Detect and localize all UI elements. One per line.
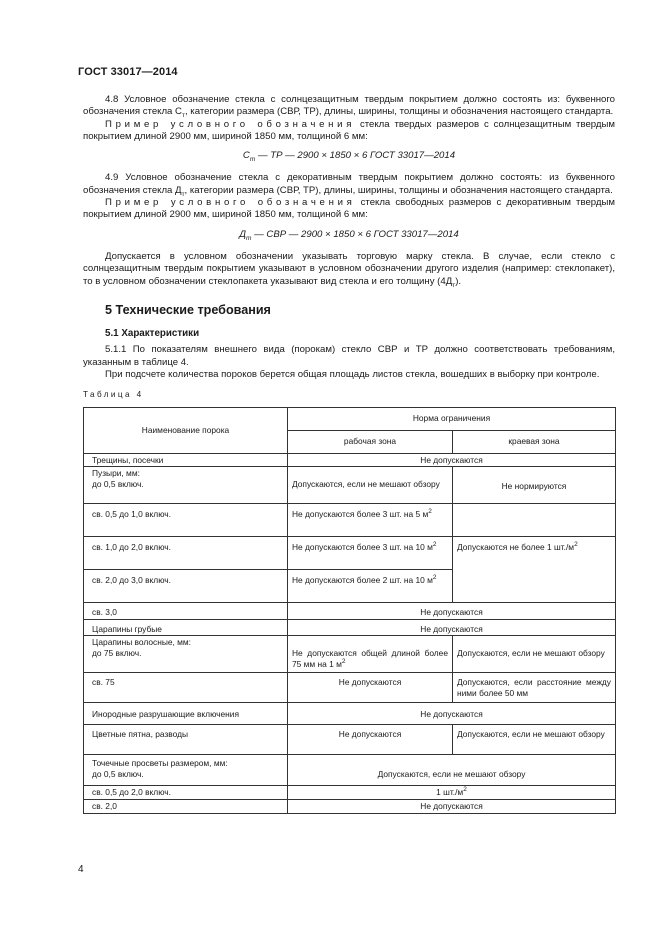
defect-norm-edge: Допускаются, если расстояние между ними более 50 мм: [453, 673, 616, 703]
table-row: [84, 725, 616, 755]
defect-name: Царапины волосные, мм: до 75 включ.: [84, 636, 288, 673]
table-row: [84, 504, 616, 537]
paragraph-trademark: Допускается в условном обозначении указывать торговую марку стекла. В случае, если стекло с солнцезащитным твердым покрытием указывают в условном обозначении другого изделия (например: стеклопакет), то в условном обозначении стеклопакета указывают вид стекла и его толщину $(4Д_т)$.: [83, 250, 615, 289]
example-1: Пример условного обозначения стекла твердых размеров с солнцезащитным твердым покрытием длиной 2900 мм, шириной 1850 мм, толщиной 6 мм:: [83, 118, 615, 142]
defect-norm-work: Не допускаются общей длиной более 75 мм на 1 $м^2$: [288, 636, 453, 673]
col-header-work-zone: рабочая зона: [288, 430, 453, 453]
defect-name: св. 0,5 до 2,0 включ.: [84, 786, 288, 800]
table-caption: Таблица 4: [83, 390, 144, 400]
section-5-1-heading: 5.1 Характеристики: [105, 328, 200, 340]
defect-norm-work: Не допускаются более 3 шт. на 10 $м^2$: [288, 537, 453, 570]
defect-norm: Не допускаются: [288, 703, 616, 725]
table-row: [84, 619, 616, 636]
defect-norm: Не допускаются: [288, 603, 616, 620]
defect-norm: Не допускаются: [288, 619, 616, 636]
defect-name: Пузыри, мм: до 0,5 включ.: [84, 467, 288, 504]
table-row: [84, 703, 616, 725]
table-row: [84, 603, 616, 620]
section-5-heading: 5 Технические требования: [105, 302, 271, 317]
table-row: [84, 537, 616, 570]
defect-norm-edge: Допускаются, если не мешают обзору: [453, 636, 616, 673]
table-row: [84, 755, 616, 786]
defect-norm-work: Не допускаются более 3 шт. на 5 $м^2$: [288, 504, 453, 537]
defect-norm: Не допускаются: [288, 453, 616, 467]
defect-name: св. 2,0 до 3,0 включ.: [84, 570, 288, 603]
defect-name: св. 0,5 до 1,0 включ.: [84, 504, 288, 537]
defect-norm: Не допускаются: [288, 800, 616, 814]
paragraph-defect-count: При подсчете количества пороков берется общая площадь листов стекла, вошедших в выборку при контроле.: [105, 369, 600, 381]
defect-norm-edge: [453, 504, 616, 537]
defect-name: св. 3,0: [84, 603, 288, 620]
defect-norm: Допускаются, если не мешают обзору: [288, 755, 616, 786]
page-number: 4: [78, 864, 84, 875]
paragraph-4-9: 4.9 Условное обозначение стекла с декоративным твердым покрытием должно состоять: из буквенного обозначения стекла $Д_т$, категории размера (СВР, ТР), длины, ширины, толщины и обозначения настоящего стандарта.: [83, 172, 615, 198]
defects-table: [83, 407, 616, 814]
defect-norm-edge: Допускаются не более 1 $шт./м^2$: [453, 537, 616, 603]
table-row: [84, 673, 616, 703]
defect-norm: 1 $шт./м^2$: [288, 786, 616, 800]
table-row: [84, 453, 616, 467]
defect-norm-edge: Допускаются, если не мешают обзору: [453, 725, 616, 755]
formula-1: $С_т$ — ТР — 2900 × 1850 × 6 ГОСТ 33017—2014: [242, 150, 456, 164]
example-2: Пример условного обозначения стекла свободных размеров с декоративным твердым покрытием длиной 2900 мм, шириной 1850 мм, толщиной 6 мм:: [83, 197, 615, 221]
col-header-defect-name: Наименование порока: [84, 407, 288, 453]
col-header-edge-zone: краевая зона: [453, 430, 616, 453]
defect-norm-edge: Не нормируются: [453, 467, 616, 504]
defect-name: Инородные разрушающие включения: [84, 703, 288, 725]
formula-2: $Д_т$ — СВР — 2900 × 1850 × 6 ГОСТ 33017—2014: [239, 228, 459, 242]
defect-name: Цветные пятна, разводы: [84, 725, 288, 755]
defect-name: св. 1,0 до 2,0 включ.: [84, 537, 288, 570]
defect-norm-work: Не допускаются более 2 шт. на 10 $м^2$: [288, 570, 453, 603]
defect-name: св. 75: [84, 673, 288, 703]
table-row: [84, 636, 616, 673]
defect-norm-work: Допускаются, если не мешают обзору: [288, 467, 453, 504]
defect-norm-work: Не допускаются: [288, 725, 453, 755]
defect-name: Трещины, посечки: [84, 453, 288, 467]
table-row: [84, 467, 616, 504]
table-row: [84, 786, 616, 800]
defect-name: Царапины грубые: [84, 619, 288, 636]
paragraph-4-8: 4.8 Условное обозначение стекла с солнцезащитным твердым покрытием должно состоять из: буквенного обозначения стекла $С_т$, категории размера (СВР, ТР), длины, ширины, толщины и обозначения настоящего стандарта.: [83, 94, 615, 120]
page-header: ГОСТ 33017—2014: [78, 66, 178, 78]
defect-name: Точечные просветы размером, мм: до 0,5 включ.: [84, 755, 288, 786]
table-row: [84, 800, 616, 814]
defect-name: св. 2,0: [84, 800, 288, 814]
paragraph-5-1-1: 5.1.1 По показателям внешнего вида (порокам) стекло СВР и ТР должно соответствовать требованиям, указанным в таблице 4.: [83, 344, 615, 368]
page-content: [83, 94, 615, 814]
col-header-norm: Норма ограничения: [288, 407, 616, 430]
defect-norm-work: Не допускаются: [288, 673, 453, 703]
